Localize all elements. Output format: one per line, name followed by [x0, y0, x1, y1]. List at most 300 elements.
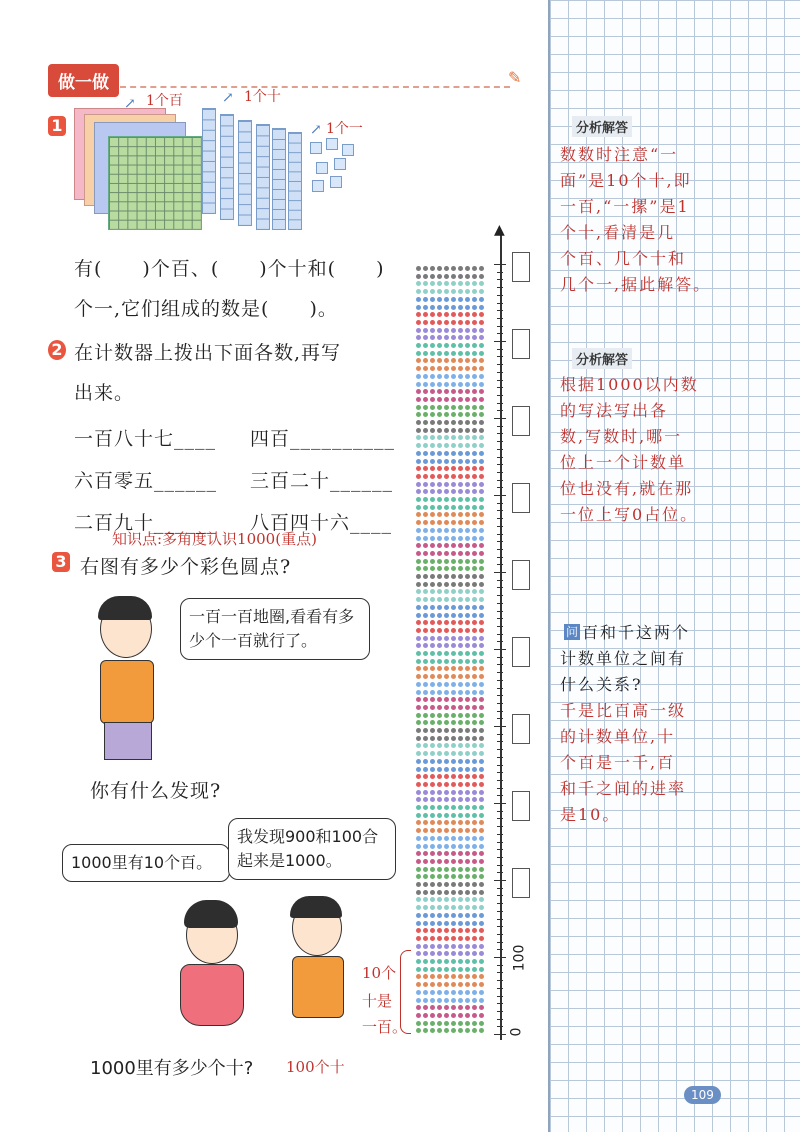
ruler-tick — [497, 826, 503, 827]
colored-dot — [430, 921, 435, 926]
colored-dot — [458, 613, 463, 618]
colored-dot — [430, 497, 435, 502]
colored-dot — [444, 459, 449, 464]
colored-dot — [472, 597, 477, 602]
colored-dot — [423, 305, 428, 310]
colored-dot — [444, 759, 449, 764]
colored-dot — [465, 551, 470, 556]
colored-dot — [416, 620, 421, 625]
colored-dot — [423, 697, 428, 702]
colored-dot — [479, 482, 484, 487]
colored-dot — [430, 559, 435, 564]
ruler-tick — [497, 657, 503, 658]
colored-dot — [423, 443, 428, 448]
colored-dot — [416, 967, 421, 972]
colored-dot — [472, 351, 477, 356]
colored-dot — [423, 720, 428, 725]
colored-dot — [423, 1021, 428, 1026]
colored-dot — [451, 913, 456, 918]
colored-dot — [472, 736, 477, 741]
colored-dot — [472, 967, 477, 972]
colored-dot — [444, 836, 449, 841]
colored-dot — [423, 389, 428, 394]
colored-dot — [423, 266, 428, 271]
boy2-speech-bubble: 我发现900和100合起来是1000。 — [228, 818, 396, 880]
colored-dot — [437, 605, 442, 610]
colored-dot — [451, 505, 456, 510]
colored-dot — [479, 466, 484, 471]
colored-dot — [479, 990, 484, 995]
colored-dot — [416, 859, 421, 864]
colored-dot — [430, 790, 435, 795]
colored-dot — [465, 674, 470, 679]
colored-dot — [465, 420, 470, 425]
colored-dot — [444, 582, 449, 587]
colored-dot — [423, 759, 428, 764]
colored-dot — [472, 1021, 477, 1026]
colored-dot — [451, 420, 456, 425]
colored-dot — [437, 782, 442, 787]
colored-dot — [444, 782, 449, 787]
colored-dot — [416, 320, 421, 325]
colored-dot — [479, 1028, 484, 1033]
colored-dot — [423, 428, 428, 433]
colored-dot — [458, 459, 463, 464]
colored-dot — [465, 967, 470, 972]
colored-dot — [423, 605, 428, 610]
colored-dot — [479, 844, 484, 849]
colored-dot — [479, 620, 484, 625]
colored-dot — [451, 366, 456, 371]
unit-cube — [342, 144, 354, 156]
colored-dot — [437, 597, 442, 602]
colored-dot — [465, 505, 470, 510]
colored-dot — [437, 582, 442, 587]
colored-dot — [437, 358, 442, 363]
colored-dot — [465, 559, 470, 564]
answer-box[interactable] — [512, 329, 530, 359]
colored-dot — [437, 720, 442, 725]
ruler-tick — [497, 534, 503, 535]
colored-dot — [465, 751, 470, 756]
colored-dot — [479, 489, 484, 494]
colored-dot — [423, 613, 428, 618]
colored-dot — [472, 828, 477, 833]
colored-dot — [423, 628, 428, 633]
colored-dot — [451, 297, 456, 302]
ruler-tick — [497, 780, 503, 781]
colored-dot — [444, 713, 449, 718]
ruler-note: 10个 — [362, 964, 397, 982]
colored-dot — [416, 959, 421, 964]
colored-dot — [472, 844, 477, 849]
ruler-tick — [497, 310, 503, 311]
colored-dot — [423, 659, 428, 664]
colored-dot — [472, 505, 477, 510]
colored-dot — [437, 451, 442, 456]
colored-dot — [465, 782, 470, 787]
colored-dot — [458, 351, 463, 356]
ruler-tick — [497, 333, 503, 334]
colored-dot — [416, 536, 421, 541]
colored-dot — [458, 813, 463, 818]
colored-dot — [465, 451, 470, 456]
colored-dot — [444, 659, 449, 664]
colored-dot — [444, 435, 449, 440]
colored-dot — [458, 767, 463, 772]
colored-dot — [430, 443, 435, 448]
colored-dot — [437, 543, 442, 548]
colored-dot — [472, 497, 477, 502]
colored-dot — [423, 751, 428, 756]
colored-dot — [423, 366, 428, 371]
colored-dot — [416, 358, 421, 363]
q2-item: 三百二十______ — [250, 470, 394, 492]
arrow-up-icon: ▲ — [494, 222, 505, 238]
colored-dot — [437, 613, 442, 618]
colored-dot — [465, 944, 470, 949]
colored-dot — [430, 412, 435, 417]
colored-dot — [479, 998, 484, 1003]
colored-dot — [430, 897, 435, 902]
unit-cube — [312, 180, 324, 192]
ruler-tick — [497, 795, 503, 796]
colored-dot — [472, 867, 477, 872]
colored-dot — [423, 921, 428, 926]
q2-instruction: 在计数器上拨出下面各数,再写 — [74, 342, 342, 364]
ruler-tick — [497, 618, 503, 619]
ruler-tick — [497, 557, 503, 558]
colored-dot — [430, 805, 435, 810]
colored-dot — [437, 882, 442, 887]
colored-dot — [444, 543, 449, 548]
colored-dot — [458, 566, 463, 571]
colored-dot — [444, 466, 449, 471]
ruler-tick — [497, 472, 503, 473]
colored-dot — [465, 512, 470, 517]
colored-dot — [472, 774, 477, 779]
colored-dot — [451, 389, 456, 394]
colored-dot — [479, 512, 484, 517]
colored-dot — [458, 428, 463, 433]
colored-dot — [423, 636, 428, 641]
colored-dot — [465, 767, 470, 772]
colored-dot — [437, 751, 442, 756]
colored-dot — [423, 859, 428, 864]
colored-dot — [458, 643, 463, 648]
colored-dot — [423, 1028, 428, 1033]
colored-dot — [479, 312, 484, 317]
colored-dot — [444, 951, 449, 956]
colored-dot — [416, 459, 421, 464]
colored-dot — [458, 867, 463, 872]
colored-dot — [472, 374, 477, 379]
answer-box[interactable] — [512, 252, 530, 282]
colored-dot — [423, 274, 428, 279]
unit-cube — [316, 162, 328, 174]
colored-dot — [472, 305, 477, 310]
colored-dot — [472, 751, 477, 756]
colored-dot — [423, 844, 428, 849]
colored-dot — [423, 805, 428, 810]
colored-dot — [458, 890, 463, 895]
colored-dot — [423, 297, 428, 302]
ruler-note: 十是 — [362, 992, 393, 1010]
colored-dot — [465, 736, 470, 741]
answer-box[interactable] — [512, 560, 530, 590]
colored-dot — [444, 451, 449, 456]
colored-dot — [444, 589, 449, 594]
boy-hair — [98, 596, 152, 620]
colored-dot — [465, 1028, 470, 1033]
colored-dot — [444, 743, 449, 748]
colored-dot — [458, 366, 463, 371]
colored-dot — [437, 335, 442, 340]
colored-dot — [430, 736, 435, 741]
answer-box[interactable] — [512, 791, 530, 821]
colored-dot — [472, 882, 477, 887]
colored-dot — [465, 643, 470, 648]
answer-box[interactable] — [512, 483, 530, 513]
colored-dot — [472, 990, 477, 995]
colored-dot — [444, 682, 449, 687]
question-3-badge: 3 — [52, 552, 70, 572]
colored-dot — [416, 443, 421, 448]
colored-dot — [437, 851, 442, 856]
colored-dot — [423, 1005, 428, 1010]
colored-dot — [472, 320, 477, 325]
colored-dot — [451, 951, 456, 956]
colored-dot — [458, 589, 463, 594]
colored-dot — [430, 620, 435, 625]
colored-dot — [472, 921, 477, 926]
analysis-text-2: 根据1000以内数 的写法写出各 数,写数时,哪一 位上一个计数单 位也没有,就在那 一位上写0占位。 — [560, 375, 699, 524]
ruler-tick — [497, 634, 503, 635]
colored-dot — [458, 274, 463, 279]
colored-dot — [437, 951, 442, 956]
colored-dot — [472, 589, 477, 594]
colored-dot — [437, 412, 442, 417]
colored-dot — [458, 659, 463, 664]
pencil-icon: ✎ — [508, 68, 522, 87]
colored-dot — [479, 520, 484, 525]
colored-dot — [465, 358, 470, 363]
colored-dot — [458, 921, 463, 926]
colored-dot — [479, 528, 484, 533]
colored-dot — [416, 497, 421, 502]
ruler-label-100: 100 — [511, 944, 528, 972]
colored-dot — [430, 759, 435, 764]
colored-dot — [458, 397, 463, 402]
q1-line1: 有( )个百、( )个十和( ) — [74, 258, 385, 280]
colored-dot — [416, 574, 421, 579]
boy-speech-bubble: 一百一百地圈,看看有多少个一百就行了。 — [180, 598, 370, 660]
ruler-tick — [497, 449, 503, 450]
colored-dot — [472, 474, 477, 479]
colored-dot — [465, 859, 470, 864]
ruler-tick — [497, 403, 503, 404]
ruler-tick — [494, 418, 506, 419]
colored-dot — [444, 512, 449, 517]
colored-dot — [423, 690, 428, 695]
colored-dot — [479, 697, 484, 702]
colored-dot — [430, 743, 435, 748]
colored-dot — [479, 651, 484, 656]
colored-dot — [465, 828, 470, 833]
colored-dot — [479, 351, 484, 356]
colored-dot — [430, 944, 435, 949]
colored-dot — [465, 574, 470, 579]
colored-dot — [444, 374, 449, 379]
colored-dot — [444, 751, 449, 756]
colored-dot — [479, 374, 484, 379]
colored-dot — [458, 674, 463, 679]
colored-dot — [416, 405, 421, 410]
colored-dot — [416, 312, 421, 317]
colored-dot — [451, 312, 456, 317]
colored-dot — [437, 836, 442, 841]
colored-dot — [416, 974, 421, 979]
colored-dot — [437, 666, 442, 671]
colored-dot — [444, 767, 449, 772]
colored-dot — [444, 1021, 449, 1026]
colored-dot — [437, 266, 442, 271]
colored-dot — [423, 551, 428, 556]
answer-box[interactable] — [512, 637, 530, 667]
colored-dot — [430, 713, 435, 718]
colored-dot — [430, 674, 435, 679]
colored-dot — [430, 536, 435, 541]
ruler-tick — [497, 842, 503, 843]
colored-dot — [437, 297, 442, 302]
colored-dot — [465, 874, 470, 879]
colored-dot — [465, 474, 470, 479]
colored-dot — [430, 844, 435, 849]
colored-dot — [437, 289, 442, 294]
colored-dot — [444, 944, 449, 949]
colored-dot — [430, 928, 435, 933]
colored-dot — [423, 466, 428, 471]
colored-dot — [423, 820, 428, 825]
colored-dot — [430, 913, 435, 918]
colored-dot — [437, 805, 442, 810]
colored-dot — [479, 435, 484, 440]
colored-dot — [444, 859, 449, 864]
boy-pants — [104, 722, 152, 760]
colored-dot — [479, 921, 484, 926]
answer-box[interactable] — [512, 868, 530, 898]
colored-dot — [444, 613, 449, 618]
answer-box[interactable] — [512, 406, 530, 436]
colored-dot — [479, 451, 484, 456]
colored-dot — [416, 482, 421, 487]
colored-dot — [444, 628, 449, 633]
ruler-tick — [497, 980, 503, 981]
colored-dot — [451, 605, 456, 610]
colored-dot — [430, 936, 435, 941]
colored-dot — [430, 582, 435, 587]
colored-dot — [458, 713, 463, 718]
colored-dot — [465, 921, 470, 926]
ten-rod — [288, 132, 302, 230]
colored-dot — [444, 566, 449, 571]
colored-dot — [416, 913, 421, 918]
colored-dot — [423, 405, 428, 410]
ruler-tick — [497, 788, 503, 789]
colored-dot — [444, 320, 449, 325]
colored-dot — [479, 890, 484, 895]
colored-dot — [437, 982, 442, 987]
colored-dot — [444, 389, 449, 394]
colored-dot — [416, 366, 421, 371]
colored-dot — [416, 759, 421, 764]
colored-dot — [451, 782, 456, 787]
ruler-tick — [497, 919, 503, 920]
colored-dot — [465, 697, 470, 702]
colored-dot — [451, 774, 456, 779]
colored-dot — [458, 343, 463, 348]
colored-dot — [465, 266, 470, 271]
colored-dot — [451, 820, 456, 825]
colored-dot — [472, 651, 477, 656]
colored-dot — [451, 867, 456, 872]
colored-dot — [479, 1021, 484, 1026]
colored-dot — [416, 905, 421, 910]
question-1-badge: 1 — [48, 116, 66, 136]
colored-dot — [430, 358, 435, 363]
colored-dot — [444, 790, 449, 795]
colored-dot — [444, 312, 449, 317]
answer-box[interactable] — [512, 714, 530, 744]
colored-dot — [423, 589, 428, 594]
colored-dot — [416, 281, 421, 286]
colored-dot — [437, 566, 442, 571]
colored-dot — [465, 620, 470, 625]
colored-dot — [437, 967, 442, 972]
q2-item: 一百八十七____ — [74, 428, 217, 450]
colored-dot — [451, 613, 456, 618]
colored-dot — [465, 982, 470, 987]
colored-dot — [458, 466, 463, 471]
colored-dot — [451, 974, 456, 979]
colored-dot — [479, 820, 484, 825]
colored-dot — [437, 713, 442, 718]
colored-dot — [458, 982, 463, 987]
colored-dot — [451, 643, 456, 648]
colored-dot — [430, 797, 435, 802]
colored-dot — [437, 528, 442, 533]
colored-dot — [423, 944, 428, 949]
colored-dot — [416, 998, 421, 1003]
colored-dot — [479, 643, 484, 648]
colored-dot — [472, 720, 477, 725]
colored-dot — [416, 520, 421, 525]
ruler-tick — [497, 965, 503, 966]
colored-dot — [423, 512, 428, 517]
colored-dot — [416, 420, 421, 425]
ruler-tick — [497, 410, 503, 411]
colored-dot — [430, 782, 435, 787]
colored-dot — [430, 520, 435, 525]
colored-dot — [458, 281, 463, 286]
colored-dot — [458, 358, 463, 363]
colored-dot — [458, 797, 463, 802]
colored-dot — [451, 928, 456, 933]
colored-dot — [479, 674, 484, 679]
colored-dot — [479, 851, 484, 856]
colored-dot — [444, 443, 449, 448]
colored-dot — [479, 867, 484, 872]
